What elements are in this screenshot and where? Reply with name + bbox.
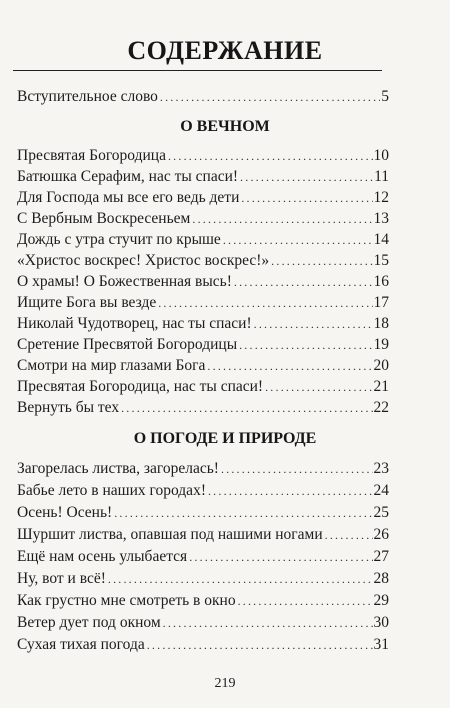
leader-dots: [223, 230, 373, 250]
toc-entry-page: 5: [381, 88, 389, 105]
toc-entry-page: 26: [373, 526, 389, 543]
leader-dots: [121, 398, 372, 418]
toc-entry-title: Пресвятая Богородица: [17, 147, 166, 164]
toc-entry: [17, 251, 389, 271]
leader-dots: [234, 272, 373, 292]
toc-entry: [17, 547, 389, 567]
toc-entry-title: Вступительное слово: [17, 88, 158, 105]
toc-entry-page: 23: [373, 460, 389, 477]
toc-entry: [17, 314, 389, 334]
toc-entry-title: Бабье лето в наших городах!: [17, 482, 206, 499]
toc-entry-page: 16: [373, 273, 389, 290]
toc-entry-intro: [17, 87, 389, 107]
toc-entry: [17, 635, 389, 655]
leader-dots: [158, 293, 372, 313]
toc-entry-page: 13: [373, 210, 389, 227]
leader-dots: [160, 87, 380, 107]
leader-dots: [221, 459, 373, 479]
leader-dots: [239, 335, 372, 355]
toc-entry: [17, 293, 389, 313]
toc-entry-title: Как грустно мне смотреть в окно: [17, 592, 236, 609]
leader-dots: [207, 356, 372, 376]
toc-entry-page: 22: [373, 399, 389, 416]
leader-dots: [254, 314, 373, 334]
toc-entry-title: Смотри на мир глазами Бога: [17, 357, 206, 374]
leader-dots: [208, 481, 373, 501]
toc-entry-title: О храмы! О Божественная высь!: [17, 273, 232, 290]
toc-entry-title: Батюшка Серафим, нас ты спаси!: [17, 168, 239, 185]
section-heading: О ПОГОДЕ И ПРИРОДЕ: [133, 430, 317, 447]
toc-entry: [17, 377, 389, 397]
page-title: СОДЕРЖАНИЕ: [127, 36, 323, 65]
toc-entry: [17, 146, 389, 166]
toc-entry-page: 11: [374, 168, 389, 185]
toc-entry: [17, 335, 389, 355]
toc-entry-page: 28: [373, 570, 389, 587]
toc-entry-title: С Вербным Воскресеньем: [17, 210, 191, 227]
toc-entry-title: Ветер дует под окном: [17, 614, 161, 631]
toc-entry-title: Николай Чудотворец, нас ты спаси!: [17, 315, 252, 332]
toc-entry-title: Вернуть бы тех: [17, 399, 120, 416]
toc-entry: [17, 503, 389, 523]
toc-entry-page: 17: [373, 294, 389, 311]
toc-entry-page: 10: [373, 147, 389, 164]
leader-dots: [168, 146, 373, 166]
toc-entry: [17, 525, 389, 545]
toc-entry: [17, 459, 389, 479]
toc-entry-page: 29: [373, 592, 389, 609]
toc-entry: [17, 398, 389, 418]
leader-dots: [325, 525, 373, 545]
toc-entry-title: «Христос воскрес! Христос воскрес!»: [17, 252, 270, 269]
leader-dots: [192, 209, 372, 229]
toc-entry-title: Осень! Осень!: [17, 504, 113, 521]
leader-dots: [240, 167, 373, 187]
leader-dots: [241, 188, 372, 208]
toc-entry-page: 30: [373, 614, 389, 631]
toc-entry-page: 31: [373, 636, 389, 653]
toc-entry-title: Сухая тихая погода: [17, 636, 145, 653]
leader-dots: [189, 547, 372, 567]
section-heading: О ВЕЧНОМ: [180, 118, 270, 135]
toc-entry: [17, 569, 389, 589]
toc-entry: [17, 230, 389, 250]
toc-entry-page: 24: [373, 482, 389, 499]
toc-entry-page: 21: [373, 378, 389, 395]
toc-entry: [17, 272, 389, 292]
toc-entry: [17, 481, 389, 501]
toc-entry: [17, 209, 389, 229]
toc-entry-page: 19: [373, 336, 389, 353]
toc-entry-page: 12: [373, 189, 389, 206]
leader-dots: [147, 635, 373, 655]
toc-entry-title: Дождь с утра стучит по крыше: [17, 231, 221, 248]
toc-entry-page: 15: [373, 252, 389, 269]
toc-entry-title: Ну, вот и всё!: [17, 570, 106, 587]
leader-dots: [114, 503, 372, 523]
toc-entry-title: Для Господа мы все его ведь дети: [17, 189, 240, 206]
toc-entry-page: 20: [373, 357, 389, 374]
toc-entry: [17, 167, 389, 187]
leader-dots: [238, 591, 373, 611]
toc-entry-page: 14: [373, 231, 389, 248]
leader-dots: [265, 377, 372, 397]
toc-entry: [17, 356, 389, 376]
toc-entry-title: Шуршит листва, опавшая под нашими ногами: [17, 526, 323, 543]
toc-entry: [17, 591, 389, 611]
toc-entry-page: 25: [373, 504, 389, 521]
toc-entry-title: Ищите Бога вы везде: [17, 294, 157, 311]
toc-entry-title: Пресвятая Богородица, нас ты спаси!: [17, 378, 264, 395]
toc-entry-title: Загорелась листва, загорелась!: [17, 460, 219, 477]
toc-entry: [17, 188, 389, 208]
leader-dots: [108, 569, 373, 589]
toc-entry: [17, 613, 389, 633]
toc-entry-title: Ещё нам осень улыбается: [17, 548, 188, 565]
page-number: 219: [214, 676, 236, 691]
toc-entry-page: 27: [373, 548, 389, 565]
toc-entry-title: Сретение Пресвятой Богородицы: [17, 336, 238, 353]
toc-entry-page: 18: [373, 315, 389, 332]
title-rule: [13, 70, 382, 71]
leader-dots: [271, 251, 372, 271]
leader-dots: [163, 613, 373, 633]
